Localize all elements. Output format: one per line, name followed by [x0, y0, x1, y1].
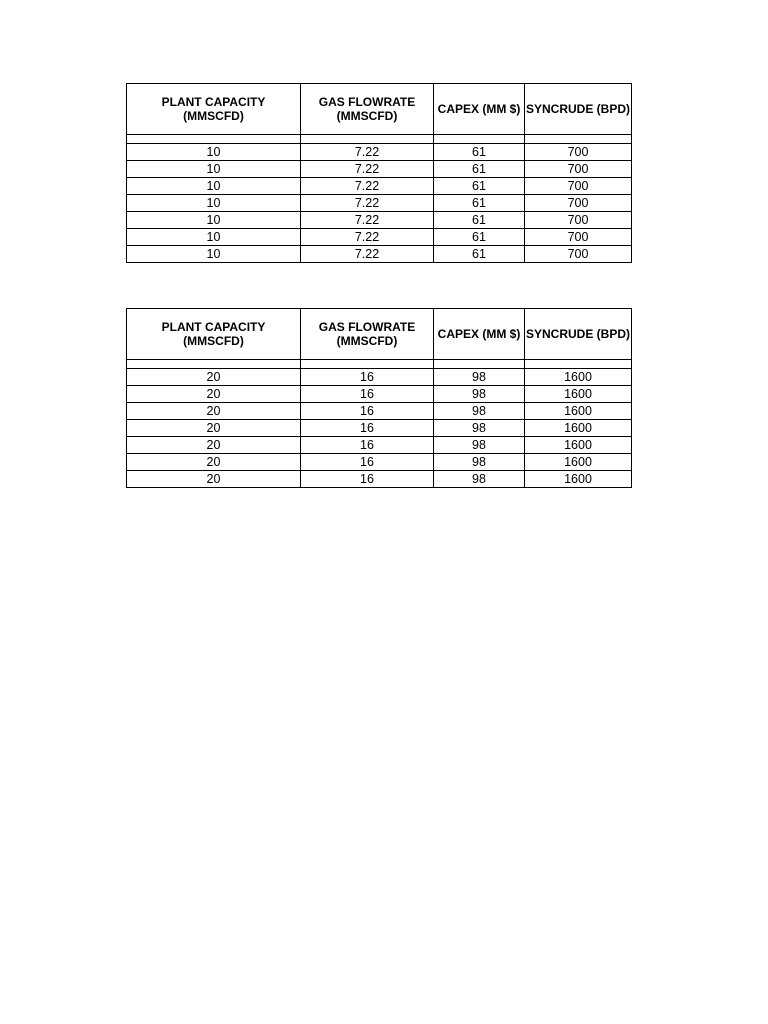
cell-syncrude: 1600	[525, 420, 632, 437]
cell-gas-flowrate: 7.22	[301, 229, 434, 246]
capacity-table-10	[126, 83, 632, 263]
header-unit: (MMSCFD)	[183, 334, 244, 348]
cell-plant-capacity: 20	[127, 386, 301, 403]
cell-capex: 98	[434, 454, 525, 471]
header-plant-capacity	[127, 84, 301, 135]
table-row	[127, 178, 632, 195]
cell-capex: 61	[434, 195, 525, 212]
header-syncrude	[525, 309, 632, 360]
header-label: GAS FLOWRATE	[318, 95, 416, 109]
table-row	[127, 386, 632, 403]
cell-syncrude: 700	[525, 246, 632, 263]
table-row	[127, 246, 632, 263]
cell-plant-capacity: 10	[127, 178, 301, 195]
table-row	[127, 403, 632, 420]
table-row	[127, 437, 632, 454]
cell-capex: 61	[434, 161, 525, 178]
cell-gas-flowrate: 16	[301, 420, 434, 437]
header-label: SYNCRUDE (BPD)	[525, 327, 630, 341]
cell-plant-capacity: 20	[127, 437, 301, 454]
cell-plant-capacity: 20	[127, 420, 301, 437]
cell-gas-flowrate: 7.22	[301, 195, 434, 212]
cell-capex: 61	[434, 178, 525, 195]
table-row	[127, 195, 632, 212]
spacer-cell	[434, 135, 525, 144]
cell-gas-flowrate: 7.22	[301, 161, 434, 178]
header-gas-flowrate	[301, 84, 434, 135]
cell-plant-capacity: 20	[127, 471, 301, 488]
header-gas-flowrate	[301, 309, 434, 360]
table-header	[127, 309, 632, 360]
cell-gas-flowrate: 16	[301, 471, 434, 488]
cell-capex: 98	[434, 386, 525, 403]
header-unit: (MMSCFD)	[183, 109, 244, 123]
spacer-cell	[301, 135, 434, 144]
cell-plant-capacity: 10	[127, 161, 301, 178]
table-row	[127, 161, 632, 178]
cell-plant-capacity: 10	[127, 229, 301, 246]
header-row	[127, 84, 632, 135]
cell-plant-capacity: 10	[127, 246, 301, 263]
cell-plant-capacity: 20	[127, 454, 301, 471]
capacity-table-20	[126, 308, 632, 488]
spacer-row	[127, 360, 632, 369]
table-body	[127, 360, 632, 488]
cell-syncrude: 1600	[525, 403, 632, 420]
cell-capex: 98	[434, 471, 525, 488]
cell-gas-flowrate: 16	[301, 437, 434, 454]
header-label: CAPEX (MM $)	[437, 327, 521, 341]
spacer-cell	[525, 135, 632, 144]
cell-syncrude: 700	[525, 195, 632, 212]
header-capex	[434, 309, 525, 360]
table-body	[127, 135, 632, 263]
cell-capex: 98	[434, 420, 525, 437]
cell-capex: 98	[434, 369, 525, 386]
header-unit: (MMSCFD)	[336, 334, 398, 348]
header-label: GAS FLOWRATE	[318, 320, 416, 334]
table-header	[127, 84, 632, 135]
header-row	[127, 309, 632, 360]
cell-plant-capacity: 10	[127, 144, 301, 161]
header-label: CAPEX (MM $)	[437, 102, 521, 116]
table-row	[127, 229, 632, 246]
cell-capex: 61	[434, 212, 525, 229]
cell-gas-flowrate: 7.22	[301, 246, 434, 263]
cell-syncrude: 700	[525, 229, 632, 246]
cell-syncrude: 700	[525, 161, 632, 178]
spacer-cell	[127, 135, 301, 144]
header-syncrude	[525, 84, 632, 135]
cell-plant-capacity: 10	[127, 195, 301, 212]
spacer-cell	[301, 360, 434, 369]
cell-plant-capacity: 10	[127, 212, 301, 229]
table-row	[127, 454, 632, 471]
cell-gas-flowrate: 7.22	[301, 178, 434, 195]
cell-gas-flowrate: 7.22	[301, 212, 434, 229]
table-row	[127, 369, 632, 386]
table-row	[127, 420, 632, 437]
table-row	[127, 471, 632, 488]
cell-gas-flowrate: 16	[301, 403, 434, 420]
cell-gas-flowrate: 16	[301, 386, 434, 403]
cell-plant-capacity: 20	[127, 403, 301, 420]
cell-capex: 61	[434, 229, 525, 246]
spacer-cell	[434, 360, 525, 369]
cell-gas-flowrate: 16	[301, 369, 434, 386]
header-capex	[434, 84, 525, 135]
cell-syncrude: 1600	[525, 369, 632, 386]
header-label: PLANT CAPACITY	[161, 320, 266, 334]
cell-gas-flowrate: 16	[301, 454, 434, 471]
cell-syncrude: 1600	[525, 471, 632, 488]
spacer-cell	[127, 360, 301, 369]
cell-capex: 61	[434, 246, 525, 263]
cell-capex: 98	[434, 403, 525, 420]
spacer-cell	[525, 360, 632, 369]
cell-syncrude: 700	[525, 178, 632, 195]
cell-syncrude: 1600	[525, 454, 632, 471]
table-row	[127, 144, 632, 161]
header-label: SYNCRUDE (BPD)	[525, 102, 630, 116]
cell-syncrude: 700	[525, 144, 632, 161]
table-row	[127, 212, 632, 229]
header-plant-capacity	[127, 309, 301, 360]
spacer-row	[127, 135, 632, 144]
header-unit: (MMSCFD)	[336, 109, 398, 123]
cell-plant-capacity: 20	[127, 369, 301, 386]
cell-capex: 98	[434, 437, 525, 454]
cell-capex: 61	[434, 144, 525, 161]
cell-syncrude: 1600	[525, 437, 632, 454]
cell-syncrude: 1600	[525, 386, 632, 403]
cell-gas-flowrate: 7.22	[301, 144, 434, 161]
header-label: PLANT CAPACITY	[161, 95, 266, 109]
cell-syncrude: 700	[525, 212, 632, 229]
